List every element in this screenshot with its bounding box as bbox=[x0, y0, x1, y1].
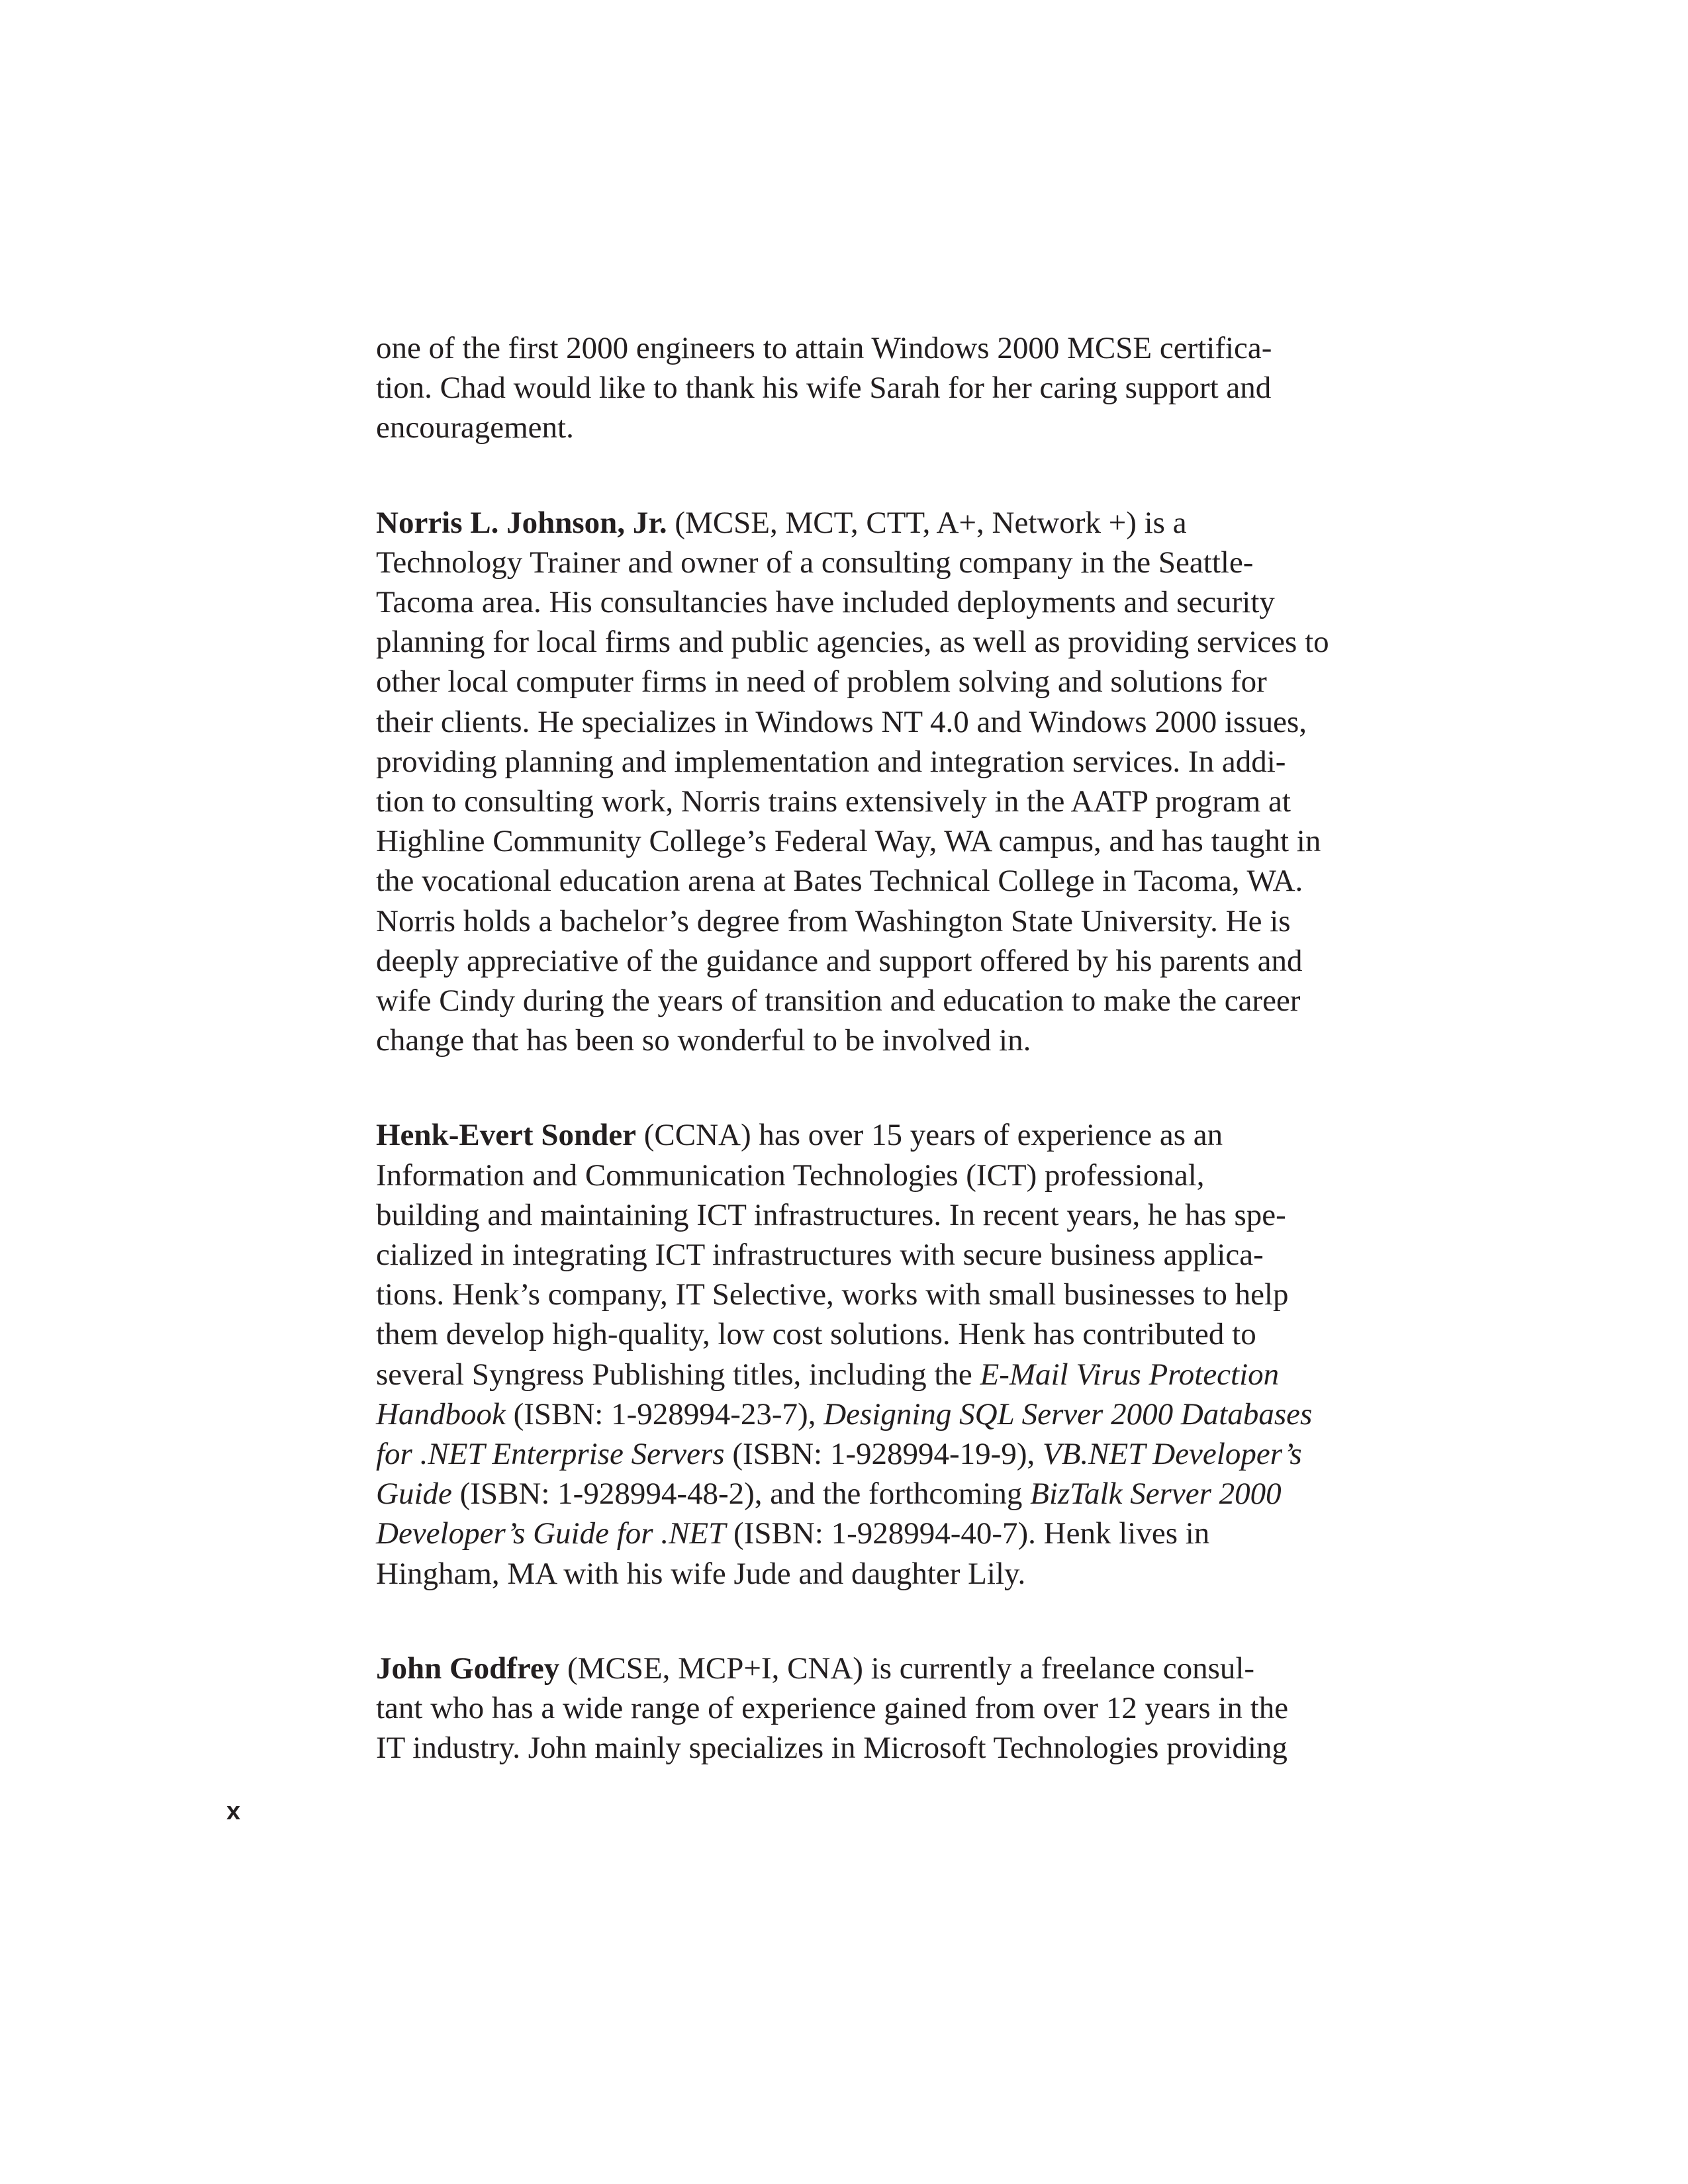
text-line bbox=[376, 1275, 1349, 1314]
text-line bbox=[376, 1554, 1349, 1594]
text-line bbox=[376, 1235, 1349, 1275]
book-title: Handbook bbox=[376, 1396, 506, 1432]
text-run: one of the first 2000 engineers to attain Windows 2000 MCSE certifica- bbox=[376, 331, 1272, 365]
text-line bbox=[376, 1649, 1349, 1688]
text-run: tion. Chad would like to thank his wife Sarah for her caring support and bbox=[376, 371, 1272, 406]
text-run: several Syngress Publishing titles, including the bbox=[376, 1357, 980, 1392]
text-run: building and maintaining ICT infrastructures. In recent years, he has spe- bbox=[376, 1197, 1286, 1232]
book-title: Designing SQL Server 2000 Databases bbox=[823, 1396, 1313, 1432]
text-run: them develop high-quality, low cost solutions. Henk has contributed to bbox=[376, 1317, 1256, 1352]
text-run: IT industry. John mainly specializes in Microsoft Technologies providing bbox=[376, 1731, 1288, 1766]
text-run: providing planning and implementation and integration services. In addi- bbox=[376, 744, 1286, 779]
text-run: (MCSE, MCT, CTT, A+, Network +) is a bbox=[667, 505, 1187, 540]
text-line bbox=[376, 941, 1349, 981]
text-line bbox=[376, 408, 1349, 447]
text-run: Tacoma area. His consultancies have included deployments and security bbox=[376, 585, 1275, 620]
text-run: change that has been so wonderful to be involved in. bbox=[376, 1023, 1031, 1058]
text-line bbox=[376, 1474, 1349, 1514]
text-line bbox=[376, 582, 1349, 622]
text-line bbox=[376, 662, 1349, 702]
text-run: Information and Communication Technologies (ICT) professional, bbox=[376, 1158, 1205, 1193]
text-line bbox=[376, 328, 1349, 368]
text-line bbox=[376, 368, 1349, 408]
book-title: BizTalk Server 2000 bbox=[1030, 1477, 1282, 1512]
text-run: encouragement. bbox=[376, 410, 574, 445]
text-line bbox=[376, 821, 1349, 861]
text-line bbox=[376, 622, 1349, 662]
text-run: (ISBN: 1-928994-19-9), bbox=[724, 1437, 1043, 1472]
text-line bbox=[376, 1115, 1349, 1155]
text-run: their clients. He specializes in Windows NT 4.0 and Windows 2000 issues, bbox=[376, 704, 1307, 739]
book-title: VB.NET Developer’s bbox=[1042, 1437, 1302, 1472]
bio-norris-johnson bbox=[376, 503, 1349, 1061]
text-line bbox=[376, 981, 1349, 1021]
bio-john-godfrey bbox=[376, 1649, 1349, 1768]
bio-henk-evert-sonder bbox=[376, 1115, 1349, 1593]
text-line bbox=[376, 1728, 1349, 1768]
author-name: John Godfrey bbox=[376, 1651, 560, 1686]
text-run: tant who has a wide range of experience gained from over 12 years in the bbox=[376, 1691, 1289, 1726]
book-title: Developer’s Guide for .NET bbox=[376, 1516, 726, 1551]
author-name: Henk-Evert Sonder bbox=[376, 1118, 636, 1153]
text-run: Highline Community College’s Federal Way, WA campus, and has taught in bbox=[376, 824, 1321, 859]
author-name: Norris L. Johnson, Jr. bbox=[376, 505, 667, 540]
text-line bbox=[376, 1195, 1349, 1235]
text-line bbox=[376, 1688, 1349, 1728]
text-run: Hingham, MA with his wife Jude and daughter Lily. bbox=[376, 1556, 1026, 1591]
text-run: (ISBN: 1-928994-23-7), bbox=[505, 1396, 824, 1432]
book-title: Guide bbox=[376, 1477, 452, 1512]
text-run: planning for local firms and public agencies, as well as providing services to bbox=[376, 625, 1329, 660]
text-line bbox=[376, 543, 1349, 582]
text-run: Norris holds a bachelor’s degree from Washington State University. He is bbox=[376, 903, 1291, 938]
text-run: tion to consulting work, Norris trains extensively in the AATP program at bbox=[376, 784, 1291, 819]
book-title: E-Mail Virus Protection bbox=[980, 1357, 1280, 1392]
text-line bbox=[376, 1514, 1349, 1553]
book-title: for .NET Enterprise Servers bbox=[376, 1437, 725, 1472]
text-run: other local computer firms in need of problem solving and solutions for bbox=[376, 664, 1267, 700]
text-run: cialized in integrating ICT infrastructures with secure business applica- bbox=[376, 1238, 1264, 1273]
text-run: Technology Trainer and owner of a consulting company in the Seattle- bbox=[376, 545, 1254, 580]
text-line bbox=[376, 901, 1349, 941]
text-line bbox=[376, 503, 1349, 543]
text-run: wife Cindy during the years of transition and education to make the career bbox=[376, 983, 1301, 1019]
text-run: deeply appreciative of the guidance and support offered by his parents and bbox=[376, 943, 1303, 978]
text-run: the vocational education arena at Bates Technical College in Tacoma, WA. bbox=[376, 864, 1303, 899]
page-number: x bbox=[226, 1797, 241, 1825]
text-run: tions. Henk’s company, IT Selective, works with small businesses to help bbox=[376, 1277, 1289, 1312]
text-line bbox=[376, 702, 1349, 742]
text-line bbox=[376, 1314, 1349, 1354]
text-line bbox=[376, 782, 1349, 821]
text-run: (CCNA) has over 15 years of experience as an bbox=[635, 1118, 1223, 1153]
text-line bbox=[376, 742, 1349, 782]
text-line bbox=[376, 1355, 1349, 1394]
text-run: (ISBN: 1-928994-40-7). Henk lives in bbox=[726, 1516, 1210, 1551]
text-run: (MCSE, MCP+I, CNA) is currently a freelance consul- bbox=[559, 1651, 1255, 1686]
text-line bbox=[376, 1394, 1349, 1434]
text-line bbox=[376, 1434, 1349, 1474]
text-line bbox=[376, 1021, 1349, 1060]
text-line bbox=[376, 1156, 1349, 1195]
bio-continuation-paragraph bbox=[376, 328, 1349, 448]
body-text bbox=[376, 328, 1349, 1823]
text-line bbox=[376, 861, 1349, 901]
text-run: (ISBN: 1-928994-48-2), and the forthcoming bbox=[451, 1477, 1031, 1512]
